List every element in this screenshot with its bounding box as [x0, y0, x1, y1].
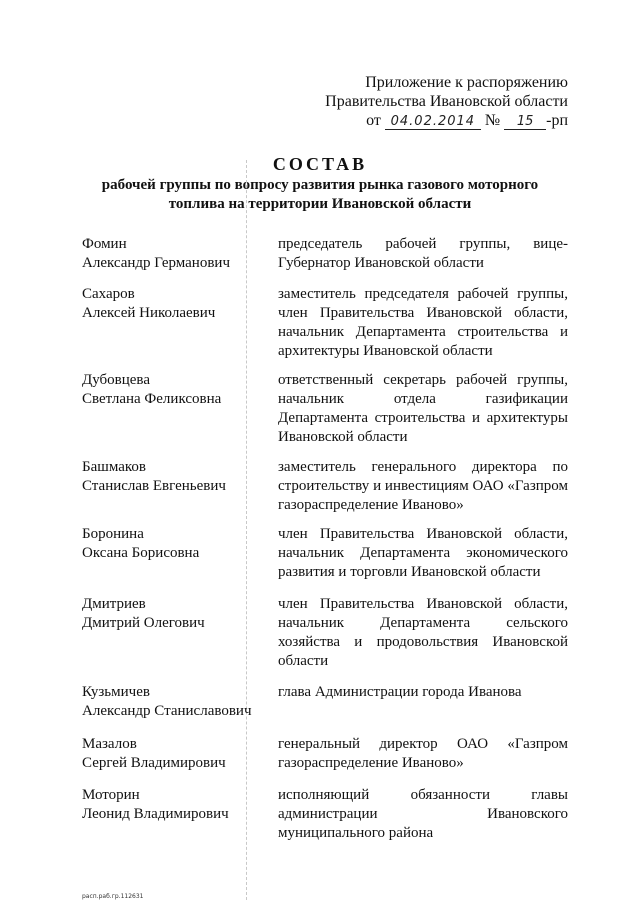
member-name: [82, 735, 257, 773]
document-subtitle: рабочей группы по вопросу развития рынка газового моторного топлива на территории Ивановской области: [101, 177, 539, 212]
member-surname: Башмаков: [82, 459, 146, 475]
member-given-names: Оксана Борисовна: [82, 545, 200, 561]
member-name: [82, 786, 257, 824]
member-surname: Боронина: [82, 526, 144, 542]
member-name: [82, 595, 257, 633]
member-role: заместитель генерального директора по строительству и инвестициям ОАО «Газпром газораспределение Иваново»: [278, 459, 568, 513]
member-role: заместитель председателя рабочей группы, член Правительства Ивановской области, начальник Департамента строительства и архитектуры Ивановской области: [278, 286, 568, 359]
member-given-names: Светлана Феликсовна: [82, 391, 222, 407]
member-name: [82, 285, 257, 323]
member-name: [82, 235, 257, 273]
member-name: [82, 458, 257, 496]
handwritten-number: 15: [504, 114, 546, 130]
member-surname: Мазалов: [82, 736, 137, 752]
handwritten-date: 04.02.2014: [385, 114, 481, 130]
member-given-names: Сергей Владимирович: [82, 755, 226, 771]
member-name: [82, 525, 257, 563]
member-given-names: Дмитрий Олегович: [82, 615, 205, 631]
member-given-names: Станислав Евгеньевич: [82, 478, 226, 494]
member-surname: Моторин: [82, 787, 140, 803]
member-given-names: Алексей Николаевич: [82, 305, 216, 321]
member-given-names: Александр Германович: [82, 255, 230, 271]
member-role: член Правительства Ивановской области, начальник Департамента экономического развития и торговли Ивановской области: [278, 526, 568, 580]
date-prefix: от: [366, 112, 381, 129]
member-role: глава Администрации города Иванова: [278, 684, 522, 700]
member-surname: Дубовцева: [82, 372, 150, 388]
number-prefix: №: [484, 112, 501, 129]
member-role: председатель рабочей группы, вице-Губернатор Ивановской области: [278, 236, 568, 271]
member-given-names: Александр Станиславович: [82, 703, 252, 719]
appendix-line-2: Правительства Ивановской области: [325, 93, 568, 110]
appendix-header: [325, 73, 568, 130]
member-surname: Кузьмичев: [82, 684, 150, 700]
member-role: исполняющий обязанности главы администрации Ивановского муниципального района: [278, 787, 568, 841]
appendix-date-line: [325, 111, 568, 130]
member-name: [82, 371, 257, 409]
member-role: генеральный директор ОАО «Газпром газораспределение Иваново»: [278, 736, 568, 771]
appendix-line-1: Приложение к распоряжению: [365, 74, 568, 91]
member-role: член Правительства Ивановской области, начальник Департамента сельского хозяйства и продовольствия Ивановской области: [278, 596, 568, 669]
number-suffix: -рп: [546, 112, 568, 129]
member-role: ответственный секретарь рабочей группы, начальник отдела газификации Департамента строительства и архитектуры Ивановской области: [278, 372, 568, 445]
member-surname: Фомин: [82, 236, 127, 252]
member-given-names: Леонид Владимирович: [82, 806, 229, 822]
member-surname: Сахаров: [82, 286, 135, 302]
footer-file-code: расп.раб.гр.112631: [82, 893, 144, 900]
document-title: СОСТАВ: [272, 154, 368, 174]
member-name: [82, 683, 257, 721]
member-surname: Дмитриев: [82, 596, 146, 612]
